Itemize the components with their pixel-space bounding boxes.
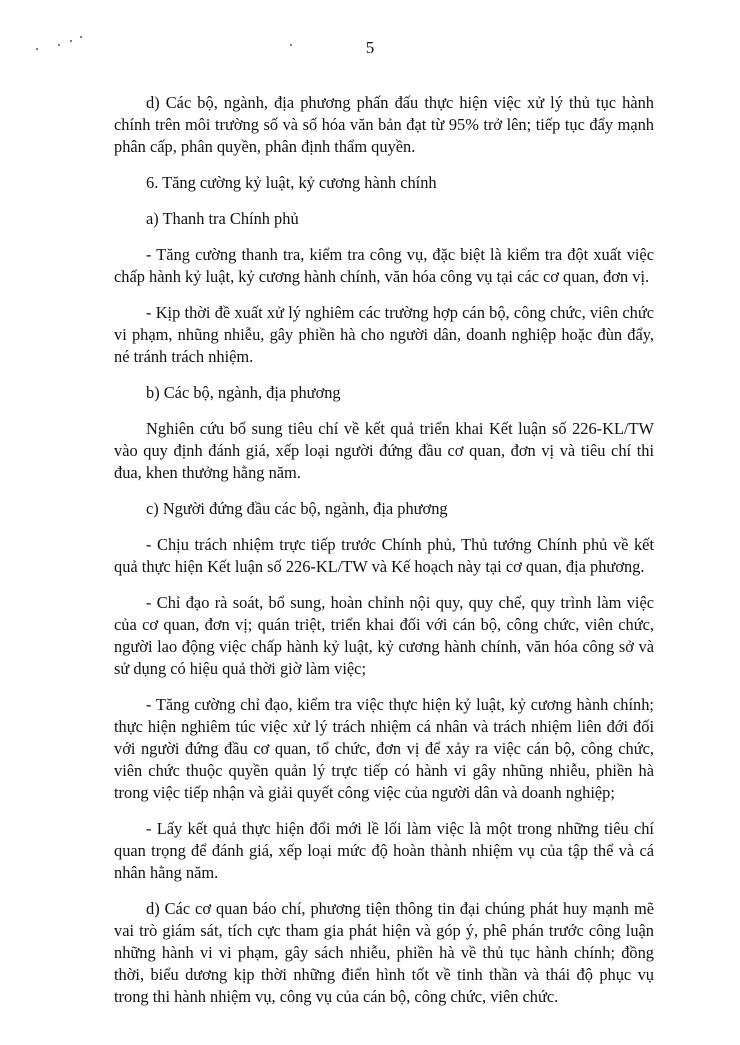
section-heading: 6. Tăng cường kỷ luật, kỷ cương hành chính (146, 173, 437, 192)
paragraph: - Lấy kết quả thực hiện đổi mới lề lối làm việc là một trong những tiêu chí quan trọng để đánh giá, xếp loại mức độ hoàn thành nhiệm vụ của tập thể và cá nhân hằng năm. (114, 819, 654, 882)
document-body (114, 92, 654, 1022)
paragraph: d) Các bộ, ngành, địa phương phấn đấu thực hiện việc xử lý thủ tục hành chính trên môi trường số và số hóa văn bản đạt từ 95% trở lên; tiếp tục đẩy mạnh phân cấp, phân quyền, phân định thẩm quyền. (114, 93, 654, 156)
subsection-heading: a) Thanh tra Chính phủ (146, 209, 299, 228)
paragraph: - Kịp thời đề xuất xử lý nghiêm các trường hợp cán bộ, công chức, viên chức vi phạm, nhũng nhiễu, gây phiền hà cho người dân, doanh nghiệp hoặc đùn đẩy, né tránh trách nhiệm. (114, 303, 654, 366)
page-number: 5 (365, 38, 375, 57)
paragraph: - Tăng cường chỉ đạo, kiểm tra việc thực hiện kỷ luật, kỷ cương hành chính; thực hiện nghiêm túc việc xử lý trách nhiệm cá nhân và trách nhiệm liên đới đối với người đứng đầu cơ quan, tổ chức, đơn vị để xảy ra việc cán bộ, công chức, viên chức thuộc quyền quản lý trực tiếp có hành vi gây nhũng nhiễu, phiền hà trong việc tiếp nhận và giải quyết công việc của người dân và doanh nghiệp; (114, 695, 654, 802)
paragraph: - Chỉ đạo rà soát, bổ sung, hoàn chỉnh nội quy, quy chế, quy trình làm việc của cơ quan, đơn vị; quán triệt, triển khai đối với cán bộ, công chức, viên chức, người lao động việc chấp hành kỷ luật, kỷ cương hành chính, văn hóa công sở và sử dụng có hiệu quả thời giờ làm việc; (114, 593, 654, 678)
paragraph: d) Các cơ quan báo chí, phương tiện thông tin đại chúng phát huy mạnh mẽ vai trò giám sát, tích cực tham gia phát hiện và góp ý, phê phán trước công luận những hành vi vi phạm, gây sách nhiễu, phiền hà về thủ tục hành chính; đồng thời, biểu dương kịp thời những điển hình tốt về tinh thần và thái độ phục vụ trong thi hành nhiệm vụ, công vụ của cán bộ, công chức, viên chức. (114, 899, 654, 1006)
subsection-heading: c) Người đứng đầu các bộ, ngành, địa phương (146, 499, 448, 518)
paragraph: - Chịu trách nhiệm trực tiếp trước Chính phủ, Thủ tướng Chính phủ về kết quả thực hiện Kết luận số 226-KL/TW và Kế hoạch này tại cơ quan, địa phương. (114, 535, 654, 576)
subsection-heading: b) Các bộ, ngành, địa phương (146, 383, 341, 402)
paragraph: - Tăng cường thanh tra, kiểm tra công vụ, đặc biệt là kiểm tra đột xuất việc chấp hành kỷ luật, kỷ cương hành chính, văn hóa công vụ tại các cơ quan, đơn vị. (114, 245, 654, 286)
paragraph: Nghiên cứu bổ sung tiêu chí về kết quả triển khai Kết luận số 226-KL/TW vào quy định đánh giá, xếp loại người đứng đầu cơ quan, đơn vị và tiêu chí thi đua, khen thưởng hằng năm. (114, 419, 654, 482)
